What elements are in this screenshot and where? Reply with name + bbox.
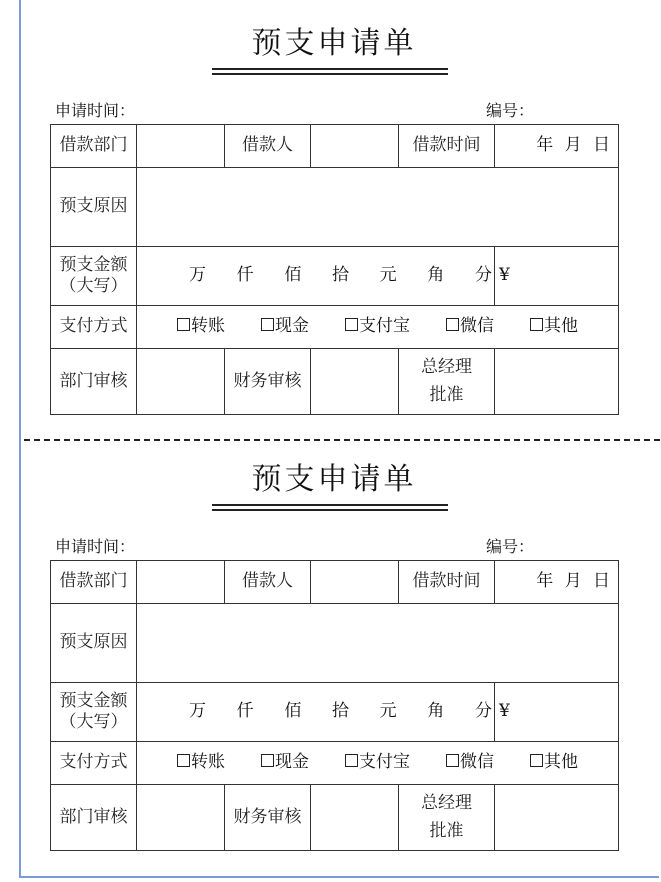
gm-approval-label: [399, 785, 495, 851]
dept-review-label: 部门审核: [51, 785, 137, 851]
table-row: [51, 683, 619, 742]
pay-option-label: 支付宝: [359, 316, 410, 337]
gm-approval-label: [399, 349, 495, 415]
gm-label-line1: 总经理: [421, 357, 472, 378]
finance-review-label: 财务审核: [225, 349, 311, 415]
table-row: [51, 306, 619, 349]
title-double-underline: [212, 504, 448, 511]
amount-unit-list: [137, 701, 494, 722]
borrow-date-field[interactable]: 年 月 日: [495, 561, 619, 604]
reason-field[interactable]: [137, 604, 619, 683]
reason-label: 预支原因: [51, 604, 137, 683]
amount-number-field[interactable]: [495, 247, 619, 306]
pay-option-label: 现金: [275, 316, 309, 337]
apply-time-label: 申请时间：: [55, 101, 136, 120]
borrow-time-label: 借款时间: [399, 561, 495, 604]
reason-label: 预支原因: [51, 168, 137, 247]
unit-fen: 分: [474, 701, 492, 722]
amount-label-line1: 预支金额: [59, 690, 128, 711]
pay-method-field: [137, 742, 619, 785]
dept-label: 借款部门: [51, 561, 137, 604]
pay-option-cash[interactable]: [261, 316, 309, 337]
unit-jiao: 角: [427, 265, 445, 286]
unit-jiao: 角: [427, 701, 445, 722]
amount-words-field[interactable]: [137, 683, 495, 742]
dept-field[interactable]: [137, 125, 225, 168]
apply-time-label: 申请时间：: [55, 537, 136, 556]
table-row: [51, 125, 619, 168]
pay-option-label: 其他: [544, 752, 578, 773]
borrower-field[interactable]: [311, 125, 399, 168]
pay-option-label: 微信: [460, 316, 494, 337]
yuan-symbol: ¥: [499, 701, 510, 722]
dept-review-field[interactable]: [137, 349, 225, 415]
amount-label: [51, 683, 137, 742]
yuan-symbol: ¥: [499, 265, 510, 286]
unit-wan: 万: [189, 701, 206, 722]
checkbox-icon[interactable]: [177, 318, 190, 331]
form-table: [50, 124, 619, 415]
gm-approval-field[interactable]: [495, 785, 619, 851]
gm-approval-field[interactable]: [495, 349, 619, 415]
borrow-date-field[interactable]: 年 月 日: [495, 125, 619, 168]
pay-option-label: 现金: [275, 752, 309, 773]
pay-method-label: 支付方式: [51, 742, 137, 785]
pay-option-other[interactable]: [530, 316, 578, 337]
unit-shi: 拾: [331, 265, 349, 286]
pay-option-transfer[interactable]: [177, 752, 225, 773]
checkbox-icon[interactable]: [345, 318, 358, 331]
checkbox-icon[interactable]: [261, 318, 274, 331]
borrower-field[interactable]: [311, 561, 399, 604]
gm-label-line2: 批准: [429, 820, 464, 841]
unit-bai: 佰: [284, 265, 302, 286]
pay-option-wechat[interactable]: [446, 752, 494, 773]
finance-review-field[interactable]: [311, 349, 399, 415]
pay-option-other[interactable]: [530, 752, 578, 773]
form-title: 预支申请单: [251, 462, 417, 497]
pay-option-label: 微信: [460, 752, 494, 773]
checkbox-icon[interactable]: [446, 318, 459, 331]
unit-fen: 分: [474, 265, 492, 286]
amount-label-line2: （大写）: [59, 276, 128, 296]
form-table: [50, 560, 619, 851]
amount-number-field[interactable]: [495, 683, 619, 742]
pay-option-wechat[interactable]: [446, 316, 494, 337]
finance-review-label: 财务审核: [225, 785, 311, 851]
amount-label-line2: （大写）: [59, 712, 128, 732]
dept-label: 借款部门: [51, 125, 137, 168]
dept-review-field[interactable]: [137, 785, 225, 851]
pay-option-list: [137, 752, 618, 773]
cut-line-divider: [24, 439, 660, 441]
checkbox-icon[interactable]: [177, 754, 190, 767]
pay-method-field: [137, 306, 619, 349]
pay-option-alipay[interactable]: [345, 752, 410, 773]
borrower-label: 借款人: [225, 125, 311, 168]
table-row: [51, 247, 619, 306]
checkbox-icon[interactable]: [530, 754, 543, 767]
pay-option-list: [137, 316, 618, 337]
amount-label-line1: 预支金额: [59, 254, 128, 275]
table-row: [51, 561, 619, 604]
pay-option-label: 其他: [544, 316, 578, 337]
table-row: [51, 604, 619, 683]
unit-yuan: 元: [379, 265, 397, 286]
amount-words-field[interactable]: [137, 247, 495, 306]
amount-unit-list: [137, 265, 494, 286]
pay-option-transfer[interactable]: [177, 316, 225, 337]
table-row: [51, 742, 619, 785]
title-double-underline: [212, 68, 448, 75]
serial-number-label: 编号：: [486, 101, 535, 120]
pay-option-alipay[interactable]: [345, 316, 410, 337]
serial-number-label: 编号：: [486, 537, 535, 556]
unit-bai: 佰: [284, 701, 302, 722]
checkbox-icon[interactable]: [530, 318, 543, 331]
table-row: [51, 349, 619, 415]
reason-field[interactable]: [137, 168, 619, 247]
borrow-time-label: 借款时间: [399, 125, 495, 168]
pay-method-label: 支付方式: [51, 306, 137, 349]
borrower-label: 借款人: [225, 561, 311, 604]
dept-review-label: 部门审核: [51, 349, 137, 415]
unit-yuan: 元: [379, 701, 397, 722]
unit-shi: 拾: [331, 701, 349, 722]
checkbox-icon[interactable]: [345, 754, 358, 767]
checkbox-icon[interactable]: [261, 754, 274, 767]
dept-field[interactable]: [137, 561, 225, 604]
table-row: [51, 168, 619, 247]
gm-label-line2: 批准: [429, 384, 464, 405]
checkbox-icon[interactable]: [446, 754, 459, 767]
unit-wan: 万: [189, 265, 206, 286]
unit-qian: 仟: [236, 265, 254, 286]
form-title: 预支申请单: [251, 26, 417, 61]
table-row: [51, 785, 619, 851]
pay-option-label: 支付宝: [359, 752, 410, 773]
unit-qian: 仟: [236, 701, 254, 722]
pay-option-label: 转账: [191, 752, 225, 773]
pay-option-label: 转账: [191, 316, 225, 337]
pay-option-cash[interactable]: [261, 752, 309, 773]
gm-label-line1: 总经理: [421, 793, 472, 814]
amount-label: [51, 247, 137, 306]
finance-review-field[interactable]: [311, 785, 399, 851]
